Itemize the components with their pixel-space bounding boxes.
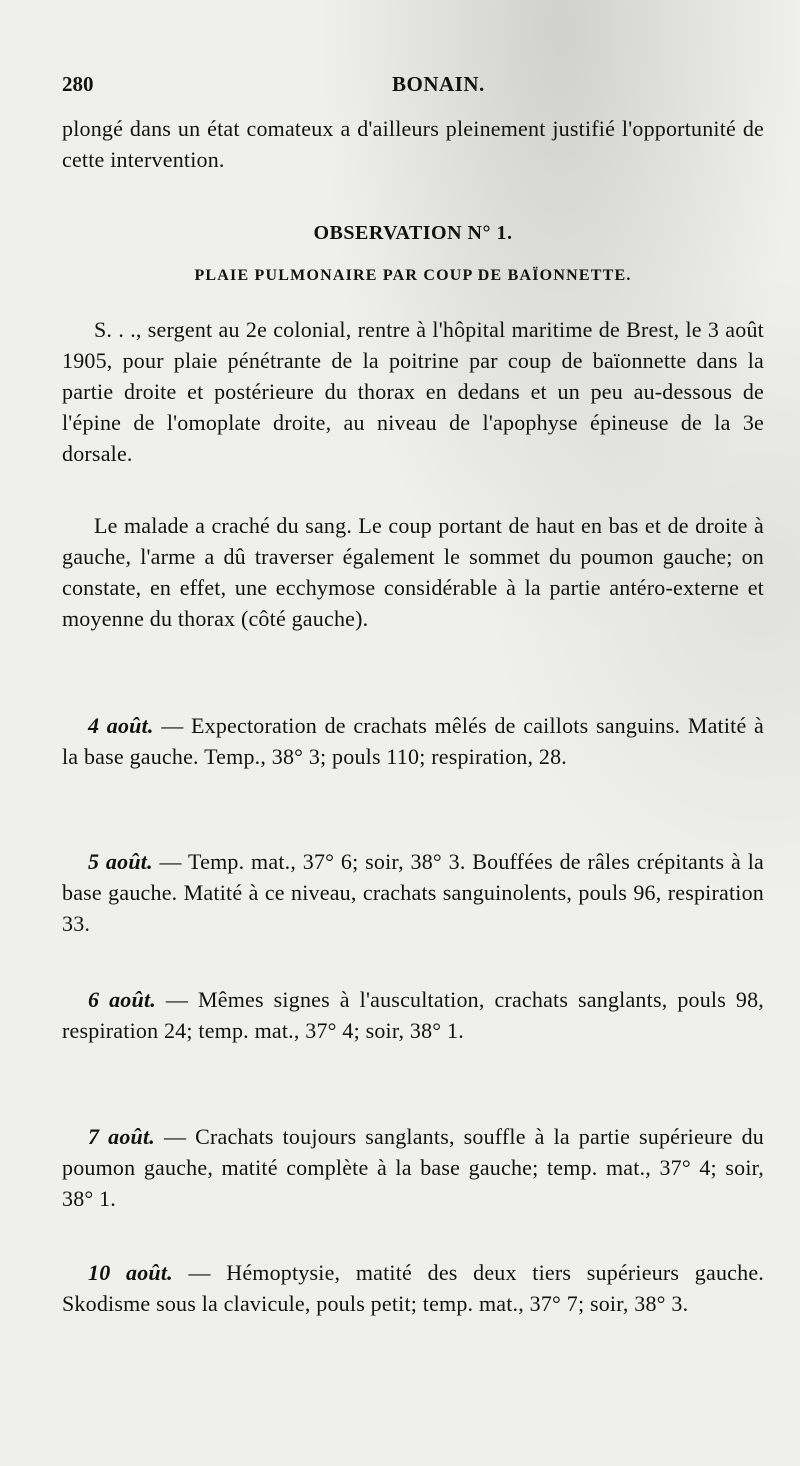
case-paragraph-symptoms: Le malade a craché du sang. Le coup portant de haut en bas et de droite à gauche, l'arme a dû traverser également le sommet du poumon gauche; on constate, en effet, une ecchymose considérable à la partie antéro-externe et moyenne du thorax (côté gauche).	[62, 513, 764, 631]
observation-subtitle: PLAIE PULMONAIRE PAR COUP DE BAÏONNETTE.	[194, 267, 632, 284]
entry-date: 6 août.	[88, 987, 156, 1012]
intro-paragraph: plongé dans un état comateux a d'ailleurs pleinement justifié l'opportunité de cette intervention.	[62, 116, 764, 172]
entry-date: 5 août.	[88, 849, 153, 874]
entry-text: — Hémoptysie, matité des deux tiers supérieurs gauche. Skodisme sous la clavicule, pouls petit; temp. mat., 37° 7; soir, 38° 3.	[62, 1260, 764, 1316]
running-head	[62, 72, 760, 102]
daily-entry	[62, 710, 764, 772]
entry-date: 4 août.	[88, 713, 154, 738]
entry-text: — Temp. mat., 37° 6; soir, 38° 3. Bouffées de râles crépitants à la base gauche. Matité à ce niveau, crachats sanguinolents, pouls 96, respiration 33.	[62, 849, 764, 936]
daily-entry	[62, 1121, 764, 1214]
page-number: 280	[62, 72, 94, 96]
case-paragraph-admission: S. . ., sergent au 2e colonial, rentre à l'hôpital maritime de Brest, le 3 août 1905, pour plaie pénétrante de la poitrine par coup de baïonnette dans la partie droite et postérieure du thorax en dedans et un peu au-dessous de l'épine de l'omoplate droite, au niveau de l'apophyse épineuse de la 3e dorsale.	[62, 317, 764, 466]
daily-entry	[62, 984, 764, 1046]
entry-text: — Expectoration de crachats mêlés de caillots sanguins. Matité à la base gauche. Temp., 38° 3; pouls 110; respiration, 28.	[62, 713, 765, 769]
daily-entry	[62, 846, 764, 939]
daily-entry	[62, 1257, 764, 1319]
entry-text: — Mêmes signes à l'auscultation, crachats sanglants, pouls 98, respiration 24; temp. mat., 37° 4; soir, 38° 1.	[62, 987, 765, 1043]
entry-date: 10 août.	[88, 1260, 173, 1285]
entry-date: 7 août.	[88, 1124, 155, 1149]
observation-title: OBSERVATION N° 1.	[313, 222, 513, 244]
entry-text: — Crachats toujours sanglants, souffle à la partie supérieure du poumon gauche, matité complète à la base gauche; temp. mat., 37° 4; soir, 38° 1.	[62, 1124, 764, 1211]
running-title: BONAIN.	[392, 72, 485, 96]
